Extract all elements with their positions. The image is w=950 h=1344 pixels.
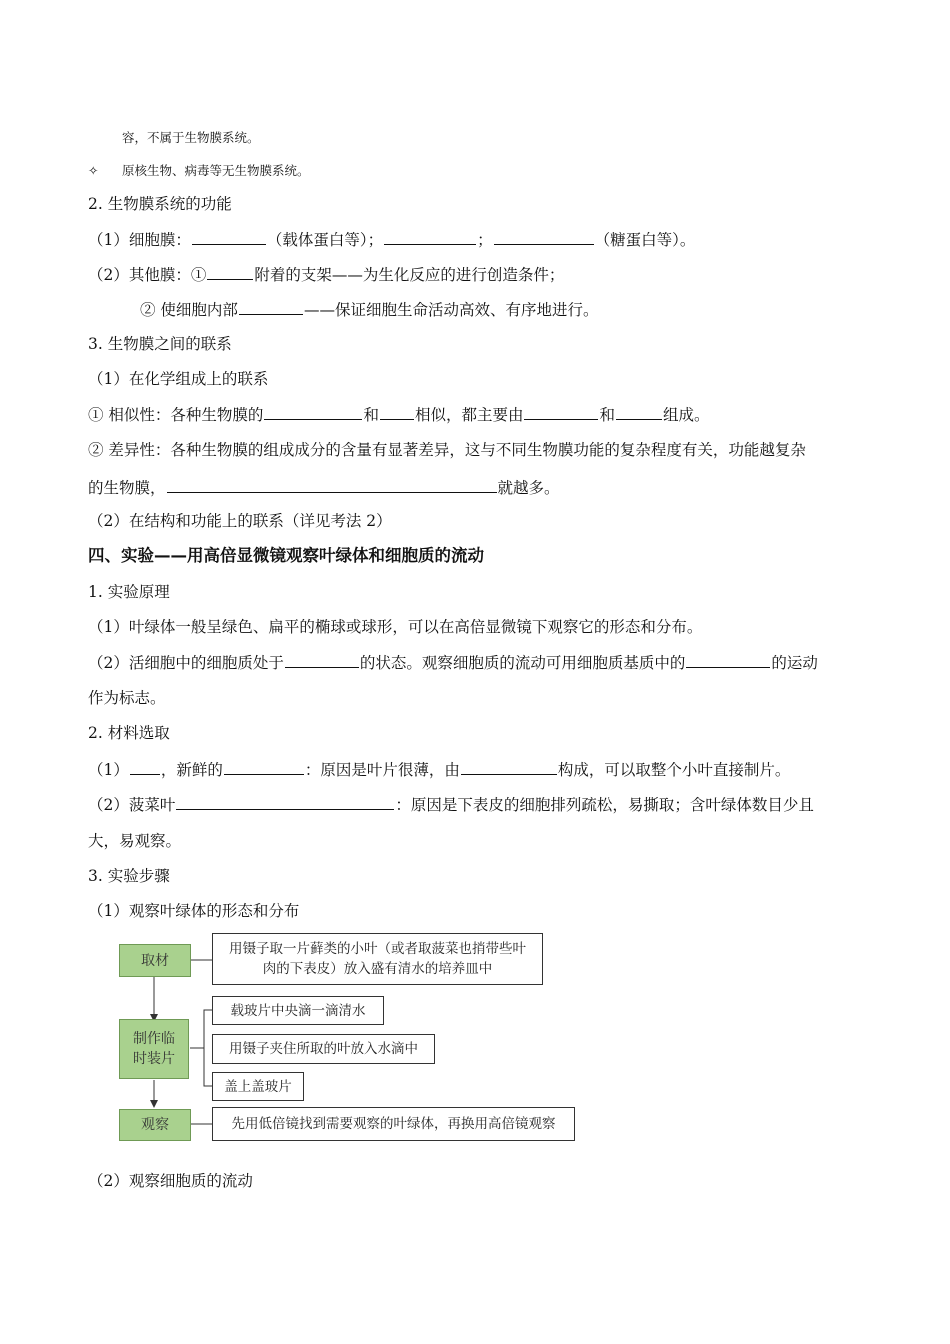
diamond-bullet-icon: ✧: [88, 163, 99, 178]
difference-line-2: 的生物膜， 就越多。: [88, 479, 560, 497]
material-line-3: 大，易观察。: [88, 832, 182, 850]
section-2-title: 2. 生物膜系统的功能: [88, 195, 232, 213]
cell-membrane-line: （1）细胞膜： （载体蛋白等）； ； （糖蛋白等）。: [88, 231, 696, 249]
similarity-line: ① 相似性：各种生物膜的 和 相似，都主要由 和 组成。: [88, 406, 710, 424]
other-membrane-line: （2）其他膜：① 附着的支架——为生化反应的进行创造条件；: [88, 266, 565, 284]
material-line-2: （2）菠菜叶 ：原因是下表皮的细胞排列疏松，易撕取；含叶绿体数目少且: [88, 796, 814, 814]
other-membrane-line-2: ② 使细胞内部 ——保证细胞生命活动高效、有序地进行。: [140, 301, 599, 319]
step-box-prepare-slide: 制作临时装片: [119, 1019, 189, 1079]
step-box-sampling: 取材: [119, 944, 191, 977]
section-3-title: 3. 生物膜之间的联系: [88, 335, 232, 353]
section-heading: 四、实验——用高倍显微镜观察叶绿体和细胞质的流动: [88, 546, 484, 565]
bullet-line: ✧ 原核生物、病毒等无生物膜系统。: [88, 161, 310, 181]
desc-box-sampling: 用镊子取一片藓类的小叶（或者取菠菜也捎带些叶肉的下表皮）放入盛有清水的培养皿中: [212, 933, 543, 985]
steps-title: 3. 实验步骤: [88, 867, 170, 885]
principle-line-2: （2）活细胞中的细胞质处于 的状态。观察细胞质的流动可用细胞质基质中的 的运动: [88, 654, 818, 672]
step-box-observe: 观察: [119, 1109, 191, 1141]
text-line-continuation: 容，不属于生物膜系统。: [122, 130, 260, 145]
principle-line-1: （1）叶绿体一般呈绿色、扁平的椭球或球形，可以在高倍显微镜下观察它的形态和分布。: [88, 618, 703, 636]
chem-composition-line: （1）在化学组成上的联系: [88, 370, 269, 388]
steps-line-1: （1）观察叶绿体的形态和分布: [88, 902, 300, 920]
principle-line-3: 作为标志。: [88, 689, 166, 707]
desc-box-add-water: 载玻片中央滴一滴清水: [212, 996, 384, 1025]
steps-line-2: （2）观察细胞质的流动: [88, 1172, 253, 1190]
material-title: 2. 材料选取: [88, 724, 170, 742]
desc-box-observe: 先用低倍镜找到需要观察的叶绿体，再换用高倍镜观察: [212, 1107, 575, 1141]
structure-function-line: （2）在结构和功能上的联系（详见考法 2）: [88, 512, 392, 530]
principle-title: 1. 实验原理: [88, 583, 170, 601]
material-line-1: （1） ，新鲜的 ：原因是叶片很薄，由 构成，可以取整个小叶直接制片。: [88, 761, 791, 779]
desc-box-place-leaf: 用镊子夹住所取的叶放入水滴中: [212, 1034, 435, 1064]
difference-line: ② 差异性：各种生物膜的组成成分的含量有显著差异，这与不同生物膜功能的复杂程度有关，功能越复杂: [88, 441, 806, 459]
brace-bracket: [204, 1010, 212, 1086]
desc-box-cover-slip: 盖上盖玻片: [212, 1072, 304, 1101]
